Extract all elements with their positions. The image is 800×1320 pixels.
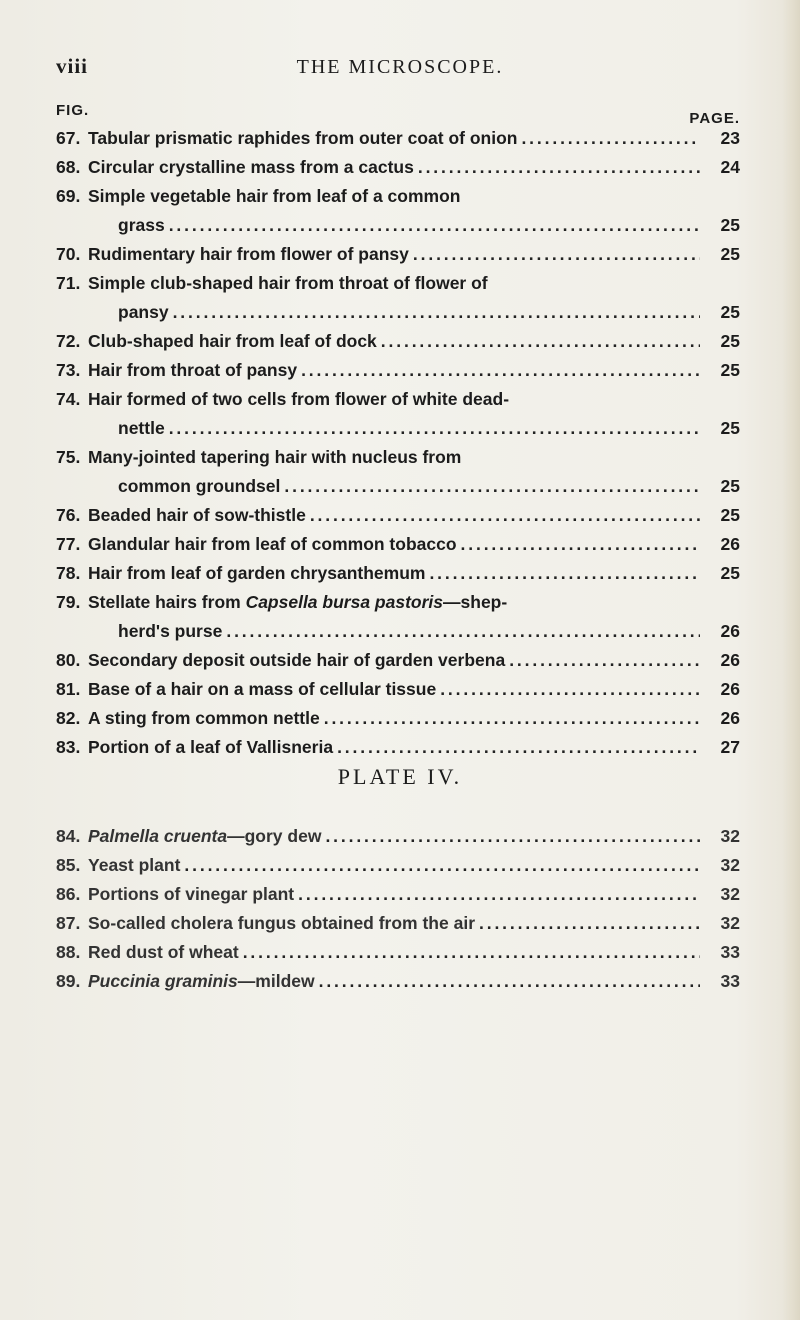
figure-number: 87. bbox=[56, 913, 81, 933]
list-item bbox=[56, 646, 740, 675]
page-column-heading: PAGE. bbox=[689, 110, 740, 127]
dot-leader bbox=[461, 530, 700, 559]
list-item bbox=[56, 588, 740, 646]
dot-leader bbox=[243, 938, 700, 967]
figure-description: Base of a hair on a mass of cellular tissue bbox=[88, 679, 437, 699]
figure-number: 68. bbox=[56, 157, 81, 177]
figure-number: 72. bbox=[56, 331, 81, 351]
running-title: THE MICROSCOPE. bbox=[296, 56, 504, 78]
dot-leader bbox=[429, 559, 700, 588]
page-number: 25 bbox=[720, 215, 740, 235]
dot-leader bbox=[479, 909, 700, 938]
page-number: 26 bbox=[720, 679, 740, 699]
list-item bbox=[56, 530, 740, 559]
list-item bbox=[56, 240, 740, 269]
page-number: 32 bbox=[720, 884, 740, 904]
dot-leader bbox=[325, 822, 700, 851]
figure-number: 70. bbox=[56, 244, 81, 264]
figure-description-continued: common groundsel bbox=[118, 476, 281, 496]
figure-number: 79. bbox=[56, 592, 81, 612]
figure-description: Portions of vinegar plant bbox=[88, 884, 295, 904]
species-name: Palmella cruenta bbox=[88, 826, 228, 846]
list-item bbox=[56, 124, 740, 153]
page-number: 32 bbox=[720, 913, 740, 933]
list-item bbox=[56, 967, 740, 996]
dot-leader bbox=[226, 617, 700, 646]
figure-description: Red dust of wheat bbox=[88, 942, 239, 962]
page-number: 25 bbox=[720, 476, 740, 496]
figure-description: Circular crystalline mass from a cactus bbox=[88, 157, 414, 177]
list-item bbox=[56, 880, 740, 909]
dot-leader bbox=[298, 880, 700, 909]
figure-description: Yeast plant bbox=[88, 855, 181, 875]
list-item bbox=[56, 675, 740, 704]
dot-leader bbox=[284, 472, 700, 501]
list-item bbox=[56, 822, 740, 851]
figure-number: 83. bbox=[56, 737, 81, 757]
figure-number: 81. bbox=[56, 679, 81, 699]
dot-leader bbox=[319, 967, 700, 996]
page-number: 25 bbox=[720, 331, 740, 351]
figure-description: Palmella cruenta—gory dew bbox=[88, 826, 322, 846]
fig-column-heading: FIG. bbox=[56, 102, 90, 119]
list-item bbox=[56, 356, 740, 385]
figure-description: So-called cholera fungus obtained from the air bbox=[88, 913, 475, 933]
figure-description-continued: nettle bbox=[118, 418, 165, 438]
figure-number: 73. bbox=[56, 360, 81, 380]
dot-leader bbox=[310, 501, 700, 530]
page-number: 33 bbox=[720, 942, 740, 962]
figure-number: 76. bbox=[56, 505, 81, 525]
figure-description: Many-jointed tapering hair with nucleus from bbox=[88, 447, 462, 467]
figure-description: Simple club-shaped hair from throat of flower of bbox=[88, 273, 488, 293]
figure-description: Hair formed of two cells from flower of white dead- bbox=[88, 389, 510, 409]
figure-description: Club-shaped hair from leaf of dock bbox=[88, 331, 377, 351]
figure-description: Glandular hair from leaf of common tobacco bbox=[88, 534, 457, 554]
dot-leader bbox=[521, 124, 700, 153]
figure-number: 78. bbox=[56, 563, 81, 583]
page-edge-shadow bbox=[782, 0, 800, 1320]
page-number: 25 bbox=[720, 563, 740, 583]
figure-description: Puccinia graminis—mildew bbox=[88, 971, 315, 991]
figure-number: 89. bbox=[56, 971, 81, 991]
figure-number: 85. bbox=[56, 855, 81, 875]
page-number: 25 bbox=[720, 505, 740, 525]
figure-number: 84. bbox=[56, 826, 81, 846]
page-number: 32 bbox=[720, 855, 740, 875]
figure-number: 80. bbox=[56, 650, 81, 670]
page-number: 25 bbox=[720, 418, 740, 438]
figure-list bbox=[56, 124, 740, 762]
list-item bbox=[56, 182, 740, 240]
figure-description: Stellate hairs from Capsella bursa pastoris—shep- bbox=[88, 592, 508, 612]
page-number: 23 bbox=[720, 128, 740, 148]
page-number: 25 bbox=[720, 244, 740, 264]
dot-leader bbox=[173, 298, 700, 327]
figure-number: 77. bbox=[56, 534, 81, 554]
dot-leader bbox=[418, 153, 700, 182]
list-item bbox=[56, 385, 740, 443]
figure-number: 75. bbox=[56, 447, 81, 467]
list-item bbox=[56, 443, 740, 501]
dot-leader bbox=[324, 704, 700, 733]
dot-leader bbox=[184, 851, 700, 880]
page-number: 25 bbox=[720, 360, 740, 380]
list-item bbox=[56, 501, 740, 530]
figure-number: 69. bbox=[56, 186, 81, 206]
figure-number: 67. bbox=[56, 128, 81, 148]
figure-description: Hair from leaf of garden chrysanthemum bbox=[88, 563, 426, 583]
page-number: 32 bbox=[720, 826, 740, 846]
dot-leader bbox=[381, 327, 700, 356]
figure-number: 74. bbox=[56, 389, 81, 409]
figure-number: 88. bbox=[56, 942, 81, 962]
list-item bbox=[56, 327, 740, 356]
dot-leader bbox=[413, 240, 700, 269]
figure-description: Hair from throat of pansy bbox=[88, 360, 298, 380]
page-number: 33 bbox=[720, 971, 740, 991]
figure-number: 71. bbox=[56, 273, 81, 293]
species-name: Puccinia graminis bbox=[88, 971, 238, 991]
page-number: 26 bbox=[720, 708, 740, 728]
figure-description: Beaded hair of sow-thistle bbox=[88, 505, 306, 525]
figure-number: 86. bbox=[56, 884, 81, 904]
figure-description-continued: grass bbox=[118, 215, 165, 235]
running-head bbox=[0, 54, 800, 84]
figure-description: Tabular prismatic raphides from outer coat of onion bbox=[88, 128, 518, 148]
list-item bbox=[56, 559, 740, 588]
dot-leader bbox=[169, 211, 700, 240]
dot-leader bbox=[440, 675, 700, 704]
list-item bbox=[56, 909, 740, 938]
figure-description: Portion of a leaf of Vallisneria bbox=[88, 737, 334, 757]
page-number: 24 bbox=[720, 157, 740, 177]
figure-number: 82. bbox=[56, 708, 81, 728]
dot-leader bbox=[169, 414, 700, 443]
dot-leader bbox=[509, 646, 700, 675]
page-number: 26 bbox=[720, 621, 740, 641]
plate-figure-list bbox=[56, 822, 740, 996]
list-item bbox=[56, 153, 740, 182]
page-number: 26 bbox=[720, 534, 740, 554]
figure-description-continued: pansy bbox=[118, 302, 169, 322]
dot-leader bbox=[337, 733, 700, 762]
list-item bbox=[56, 704, 740, 733]
page-number: 25 bbox=[720, 302, 740, 322]
list-item bbox=[56, 938, 740, 967]
figure-description: Simple vegetable hair from leaf of a common bbox=[88, 186, 461, 206]
dot-leader bbox=[301, 356, 700, 385]
plate-heading: PLATE IV. bbox=[337, 764, 463, 789]
page-number: 26 bbox=[720, 650, 740, 670]
list-item bbox=[56, 269, 740, 327]
page-number: 27 bbox=[720, 737, 740, 757]
figure-description: Secondary deposit outside hair of garden verbena bbox=[88, 650, 506, 670]
figure-description: A sting from common nettle bbox=[88, 708, 320, 728]
page-folio: viii bbox=[56, 54, 89, 78]
figure-description: Rudimentary hair from flower of pansy bbox=[88, 244, 409, 264]
list-item bbox=[56, 851, 740, 880]
list-item bbox=[56, 733, 740, 762]
species-name: Capsella bursa pastoris bbox=[245, 592, 444, 612]
figure-description-continued: herd's purse bbox=[118, 621, 223, 641]
